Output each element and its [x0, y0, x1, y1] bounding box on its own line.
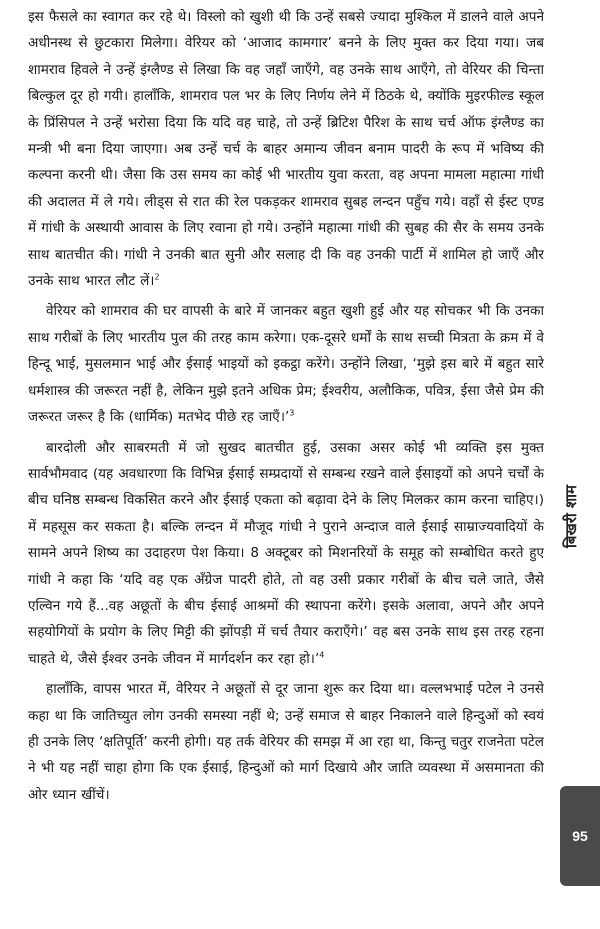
footnote-ref-2: 2 — [154, 272, 160, 282]
paragraph-4 — [28, 676, 544, 808]
paragraph-1-text: इस फैसले का स्वागत कर रहे थे। विस्लो को खुशी थी कि उन्हें सबसे ज्यादा मुश्किल में डालने वाले अपने अधीनस्थ से छुटकारा मिलेगा। वेरियर को ‘आजाद कामगार’ बनने के लिए मुक्त कर दिया गया। जब शामराव हिवले ने उन्हें इंग्लैण्ड से लिखा कि वह जहाँ जाएँगे, वह उनके साथ आएँगे, तो वेरियर की चिन्ता बिल्कुल दूर हो गयी। हालाँकि, शामराव पल भर के लिए निर्णय लेने में ठिठके थे, क्योंकि मुइरफील्ड स्कूल के प्रिंसिपल ने उन्हें भरोसा दिया कि यदि वह चाहे, तो उन्हें ब्रिटिश पैरिश के साथ चर्च ऑफ इंग्लैण्ड का मन्त्री भी बना दिया जाएगा। अब उन्हें चर्च के बाहर अमान्य जीवन बनाम पादरी के रूप में भविष्य की कल्पना करनी थी। जैसा कि उस समय का कोई भी भारतीय युवा करता, वह अपना मामला महात्मा गांधी की अदालत में ले गये। लीड्स से रात की रेल पकड़कर शामराव सुबह लन्दन पहुँच गये। वहाँ से ईस्ट एण्ड में गांधी के अस्थायी आवास के लिए रवाना हो गये। उन्होंने महात्मा गांधी की सुबह की सैर के समय उनके साथ बातचीत की। गांधी ने उनकी बात सुनी और सलाह दी कि वह उनकी पार्टी में शामिल हो जाएँ और उनके साथ भारत लौट लें। — [28, 9, 544, 290]
paragraph-4-text: हालाँकि, वापस भारत में, वेरियर ने अछूतों से दूर जाना शुरू कर दिया था। वल्लभभाई पटेल ने उनसे कहा था कि जातिच्युत लोग उनकी समस्या नहीं थे; उन्हें समाज से बाहर निकालने वाले हिन्दुओं को स्वयं ही उनके लिए ‘क्षतिपूर्ति’ करनी होगी। यह तर्क वेरियर की समझ में आ रहा था, किन्तु चतुर राजनेता पटेल ने भी यह नहीं चाहा होगा कि एक ईसाई, हिन्दुओं को मार्ग दिखाये और जाति व्यवस्था में असमानता की ओर ध्यान खींचें। — [28, 681, 544, 803]
paragraph-2 — [28, 298, 544, 430]
footnote-ref-4: 4 — [319, 650, 325, 660]
page-number-tab — [560, 786, 600, 886]
page-number: 95 — [572, 828, 588, 844]
paragraph-2-text: वेरियर को शामराव की घर वापसी के बारे में जानकर बहुत खुशी हुई और यह सोचकर भी कि उनका साथ गरीबों के लिए भारतीय पुल की तरह काम करेगा। एक-दूसरे धर्मों के साथ सच्ची मित्रता के क्रम में वे हिन्दू भाई, मुसलमान भाई और ईसाई भाइयों को इकट्ठा करेंगे। उन्होंने लिखा, ‘मुझे इस बारे में बहुत सारे धर्मशास्त्र की जरूरत नहीं है, लेकिन मुझे इतने अधिक प्रेम; ईश्वरीय, अलौकिक, पवित्र, ईसा जैसे प्रेम की जरूरत जरूर है कि (धार्मिक) मतभेद पीछे रह जाएँ।’ — [28, 303, 544, 426]
paragraph-3-text: बारदोली और साबरमती में जो सुखद बातचीत हुई, उसका असर कोई भी व्यक्ति इस मुक्त सार्वभौमवाद (यह अवधारणा कि विभिन्न ईसाई सम्प्रदायों से सम्बन्ध रखने वाले ईसाइयों को अपने चर्चों के बीच घनिष्ठ सम्बन्ध विकसित करने और ईसाई एकता को बढ़ावा देने के लिए मिलकर काम करना चाहिए।) में महसूस कर सकता है। बल्कि लन्दन में मौजूद गांधी ने पुराने अन्दाज वाले ईसाई साम्राज्यवादियों के सामने अपने शिष्य का उदाहरण पेश किया। 8 अक्टूबर को मिशनरियों के समूह को सम्बोधित करते हुए गांधी ने कहा कि ‘यदि वह एक अँग्रेज पादरी होते, तो वह उसी प्रकार गरीबों के बीच चले जाते, जैसे एल्विन गये हैं...वह अछूतों के बीच ईसाई आश्रमों की स्थापना करेंगे। इसके अलावा, अपने और अपने सहयोगियों के प्रयोग के लिए मिट्टी की झोंपड़ी में चर्च तैयार कराएँगे।’ वह बस उनके साथ इस तरह रहना चाहते थे, जैसे ईश्वर उनके जीवन में मार्गदर्शन कर रहा हो।’ — [28, 439, 544, 667]
page-body — [28, 4, 544, 925]
footnote-ref-3: 3 — [289, 408, 295, 418]
paragraph-1 — [28, 4, 544, 294]
running-title: बिखरी शाम — [562, 484, 580, 548]
paragraph-3 — [28, 435, 544, 673]
